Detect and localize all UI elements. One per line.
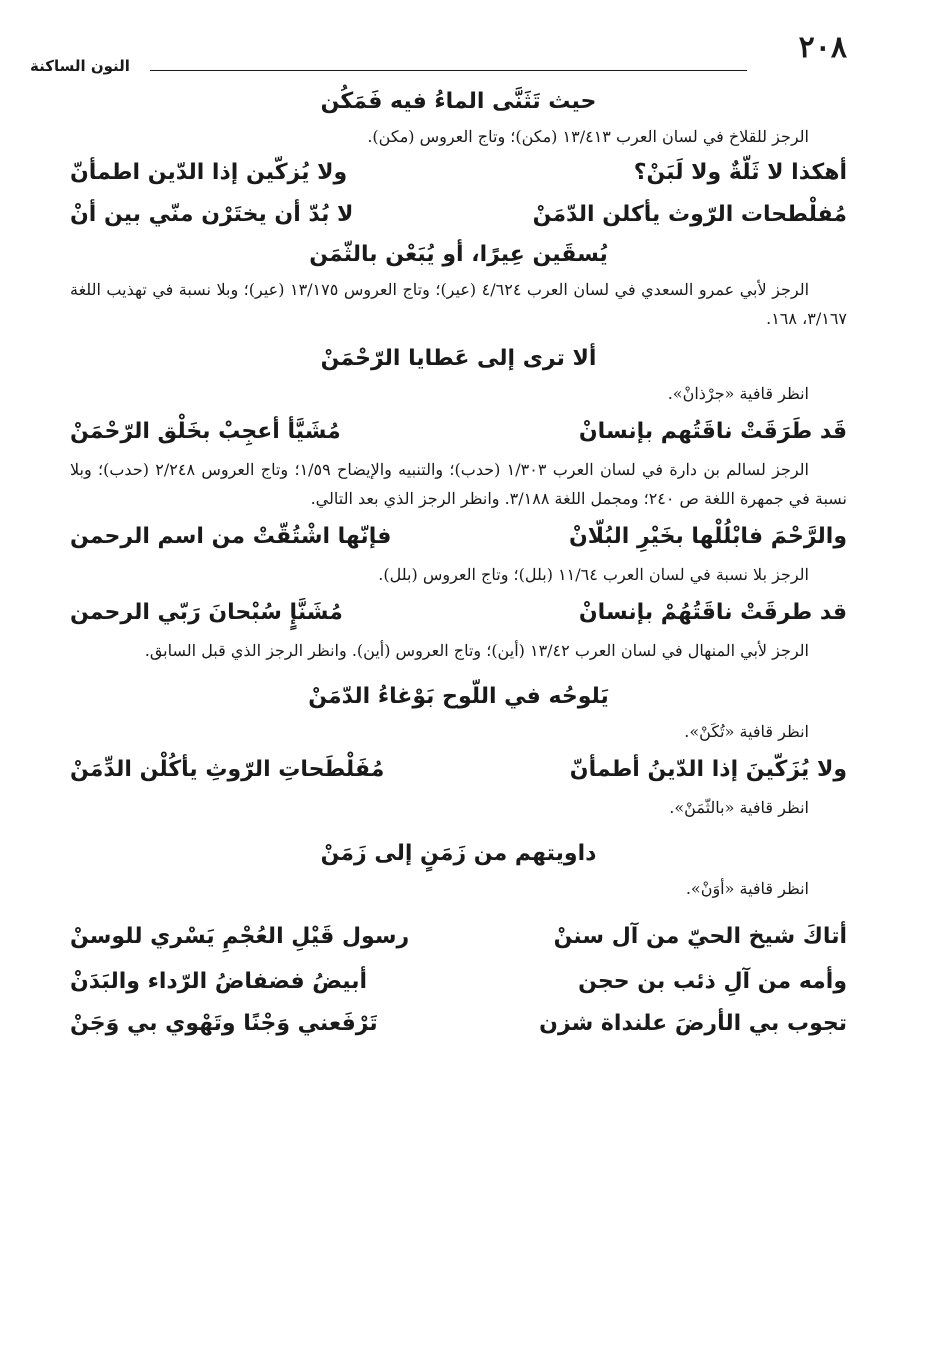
- verse-pair: [70, 960, 847, 1002]
- verse-pair: [70, 193, 847, 235]
- page-body: [70, 82, 847, 1044]
- second-hemistich: رسول قَيْلِ العُجْمِ يَسْري للوسنْ: [70, 924, 410, 949]
- verse-line: يُسقَين عِيرًا، أو يُبَعْن بالثّمَن: [309, 242, 608, 267]
- verse-pair: [70, 513, 847, 560]
- page-number: ٢٠٨: [798, 30, 847, 65]
- verse-line: حيث تَثَنَّى الماءُ فيه فَمَكُن: [320, 89, 597, 114]
- first-hemistich: قَد طَرَقَتْ ناقَتُهم بإنسانْ: [578, 419, 847, 444]
- verse-line: ألا ترى إلى عَطايا الرّحْمَنْ: [320, 346, 597, 371]
- citation-note: الرجز للقلاخ في لسان العرب ١٣/٤١٣ (مكن)؛ وتاج العروس (مكن).: [367, 127, 809, 146]
- first-hemistich: تجوب بي الأرضَ علنداة شزن: [539, 1010, 847, 1036]
- second-hemistich: لا بُدّ أن يختَرْن منّي بين أنْ: [70, 201, 354, 227]
- citation-note: الرجز لأبي المنهال في لسان العرب ١٣/٤٢ (أين)؛ وتاج العروس (أين). وانظر الرجز الذي قبل السابق.: [144, 641, 809, 660]
- page-header: [30, 30, 847, 80]
- second-hemistich: تَرْفَعني وَجْنًا وتَهْوي بي وَجَنْ: [70, 1010, 378, 1036]
- verse-pair: [70, 1002, 847, 1044]
- first-hemistich: مُفلْطحات الرّوث يأكلن الدّمَنْ: [532, 201, 847, 227]
- verse-line: داويتهم من زَمَنٍ إلى زَمَنْ: [320, 841, 597, 866]
- verse-pair: [70, 589, 847, 636]
- second-hemistich: مُشَنَّإٍ سُبْحانَ رَبّي الرحمن: [70, 600, 343, 625]
- cross-reference-note: انظر قافية «تُكَنْ».: [684, 722, 809, 741]
- running-title: النون الساكنة: [30, 57, 130, 75]
- second-hemistich: فإنّها اشْتُقّتْ من اسم الرحمن: [70, 524, 392, 549]
- first-hemistich: ولا يُزَكّينَ إذا الدّينُ أطمأنّ: [569, 757, 847, 782]
- verse-pair: [70, 746, 847, 793]
- second-hemistich: مُفَلْطَحاتِ الرّوثِ يأكُلْن الدِّمَنْ: [70, 757, 385, 782]
- verse-pair: [70, 408, 847, 455]
- citation-note: الرجز بلا نسبة في لسان العرب ١١/٦٤ (بلل)؛ وتاج العروس (بلل).: [378, 565, 809, 584]
- second-hemistich: ولا يُزكّين إذا الدّين اطمأنّ: [70, 159, 348, 185]
- verse-line: يَلوحُه في اللّوح بَوْغاءُ الدّمَنْ: [308, 684, 609, 709]
- cross-reference-note: انظر قافية «أوَنْ».: [685, 879, 809, 898]
- first-hemistich: والرَّحْمَ فابْلُلْها بخَيْرِ البُلّانْ: [569, 524, 847, 549]
- first-hemistich: أتاكَ شيخ الحيّ من آل سننْ: [553, 924, 847, 949]
- citation-note: الرجز لأبي عمرو السعدي في لسان العرب ٤/٦٢٤ (عير)؛ وتاج العروس ١٣/١٧٥ (عير)؛ وبلا نسبة في تهذيب اللغة ٣/١٦٧، ١٦٨.: [70, 280, 847, 328]
- cross-reference-note: انظر قافية «جرْذانْ».: [667, 384, 809, 403]
- verse-pair: [70, 913, 847, 960]
- second-hemistich: مُشَيَّأ أعجِبْ بخَلْق الرّحْمَنْ: [70, 419, 341, 444]
- second-hemistich: أبيضُ فضفاضُ الرّداء والبَدَنْ: [70, 968, 368, 994]
- first-hemistich: أهكذا لا ثَلّةٌ ولا لَبَنْ؟: [633, 159, 847, 185]
- first-hemistich: وأمه من آلِ ذئب بن حجن: [578, 968, 847, 994]
- header-rule: [150, 70, 747, 71]
- first-hemistich: قد طرقَتْ ناقَتُهُمْ بإنسانْ: [578, 600, 847, 625]
- cross-reference-note: انظر قافية «بالثّمَنْ».: [669, 798, 809, 817]
- verse-pair: [70, 151, 847, 193]
- citation-note: الرجز لسالم بن دارة في لسان العرب ١/٣٠٣ (حدب)؛ والتنبيه والإيضاح ١/٥٩؛ وتاج العروس ٢/٢٤٨ (حدب)؛ وبلا نسبة في جمهرة اللغة ص ٢٤٠؛ ومجمل اللغة ٣/١٨٨. وانظر الرجز الذي بعد التالي.: [70, 460, 847, 508]
